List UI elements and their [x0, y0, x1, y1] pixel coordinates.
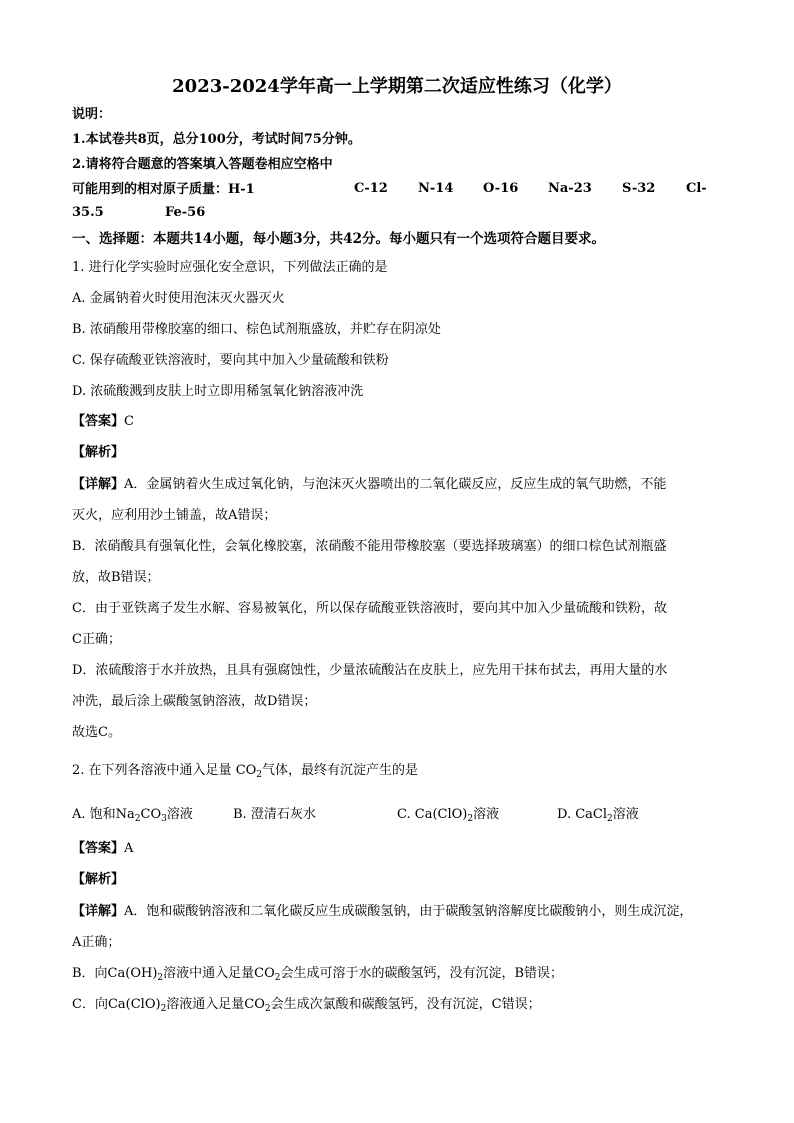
atomic-mass-c: C-12	[354, 181, 388, 196]
question-1-detail-line	[72, 476, 666, 494]
question-1-detail-line: 灭火，应利用沙土铺盖，故A错误；	[72, 508, 277, 523]
answer-label: 【答案】	[72, 414, 125, 429]
answer-label: 【答案】	[72, 841, 125, 856]
atomic-mass-cl-value: 35.5	[72, 205, 104, 220]
atomic-mass-fe: Fe-56	[165, 205, 206, 220]
answer-value: C	[124, 414, 134, 429]
question-2-analysis-label: 【解析】	[72, 872, 125, 887]
question-1-detail-line: C正确；	[72, 632, 121, 647]
question-1-detail-line: 冲洗，最后涂上碳酸氢钠溶液，故D错误；	[72, 694, 317, 709]
question-1-option-d: D. 浓硫酸溅到皮肤上时立即用稀氢氧化钠溶液冲洗	[72, 384, 364, 399]
question-1-analysis-label: 【解析】	[72, 445, 125, 460]
question-2-option-d: D. CaCl$_2$溶液	[557, 807, 639, 824]
question-2-detail-line	[72, 903, 692, 921]
atomic-mass-cl: Cl-	[686, 181, 707, 196]
detail-text: A．金属钠着火生成过氧化钠，与泡沫灭火器喷出的二氧化碳反应，反应生成的氧气助燃，不能	[124, 477, 667, 492]
question-2-detail-line: B．向$Ca(OH)_2$溶液中通入足量$CO_2$会生成可溶于水的碳酸氢钙，没有沉淀，B错误；	[72, 966, 564, 983]
question-2-option-a: A. 饱和$Na_2CO_3$溶液	[72, 807, 193, 824]
question-1-detail-line: B．浓硝酸具有强氧化性，会氧化橡胶塞，浓硝酸不能用带橡胶塞（要选择玻璃塞）的细口棕色试剂瓶盛	[72, 539, 667, 554]
question-1-option-c: C. 保存硫酸亚铁溶液时，要向其中加入少量硫酸和铁粉	[72, 353, 389, 368]
question-1-answer	[72, 413, 134, 431]
question-1-detail-line: C．由于亚铁离子发生水解、容易被氧化，所以保存硫酸亚铁溶液时，要向其中加入少量硫酸和铁粉，故	[72, 601, 667, 616]
question-1-conclusion: 故选C。	[72, 725, 121, 740]
detail-label: 【详解】	[72, 477, 125, 492]
detail-label: 【详解】	[72, 904, 125, 919]
question-2-detail-line: A正确；	[72, 935, 121, 950]
page-title: 2023-2024学年高一上学期第二次适应性练习（化学）	[172, 76, 622, 97]
question-1-stem: 1. 进行化学实验时应强化安全意识，下列做法正确的是	[72, 260, 388, 275]
co2-formula: $CO_2$	[235, 763, 263, 780]
answer-value: A	[124, 841, 134, 856]
question-1-option-a: A. 金属钠着火时使用泡沫灭火器灭火	[72, 291, 285, 306]
note-answer-sheet: 2.请将符合题意的答案填入答题卷相应空格中	[72, 157, 333, 172]
question-2-stem: 2. 在下列各溶液中通入足量 $CO_2$气体，最终有沉淀产生的是	[72, 763, 419, 780]
section-heading: 一、选择题：本题共14小题，每小题3分，共42分。每小题只有一个选项符合题目要求。	[72, 231, 605, 247]
detail-text: A．饱和碳酸钠溶液和二氧化碳反应生成碳酸氢钠，由于碳酸氢钠溶解度比碳酸钠小，则生成沉淀，	[124, 904, 693, 919]
atomic-mass-s: S-32	[622, 181, 656, 196]
question-2-option-c: C. $Ca(ClO)_2$溶液	[397, 807, 500, 824]
question-2-detail-line: C．向$Ca(ClO)_2$溶液通入足量$CO_2$会生成次氯酸和碳酸氢钙，没有沉淀，C错误；	[72, 997, 541, 1014]
atomic-mass-na: Na-23	[548, 181, 592, 196]
question-1-detail-line: 放，故B错误；	[72, 570, 160, 585]
atomic-mass-label: 可能用到的相对原子质量：H-1	[72, 182, 255, 197]
notes-label: 说明：	[72, 107, 112, 122]
atomic-mass-n: N-14	[418, 181, 454, 196]
atomic-mass-o: O-16	[483, 181, 519, 196]
question-1-detail-line: D．浓硫酸溶于水并放热，且具有强腐蚀性，少量浓硫酸沾在皮肤上，应先用干抹布拭去，再用大量的水	[72, 663, 668, 678]
question-2-option-b: B. 澄清石灰水	[233, 807, 316, 822]
question-1-option-b: B. 浓硝酸用带橡胶塞的细口、棕色试剂瓶盛放，并贮存在阴凉处	[72, 322, 441, 337]
question-2-answer	[72, 840, 133, 858]
note-pages: 1.本试卷共8页，总分100分，考试时间75分钟。	[72, 132, 361, 147]
